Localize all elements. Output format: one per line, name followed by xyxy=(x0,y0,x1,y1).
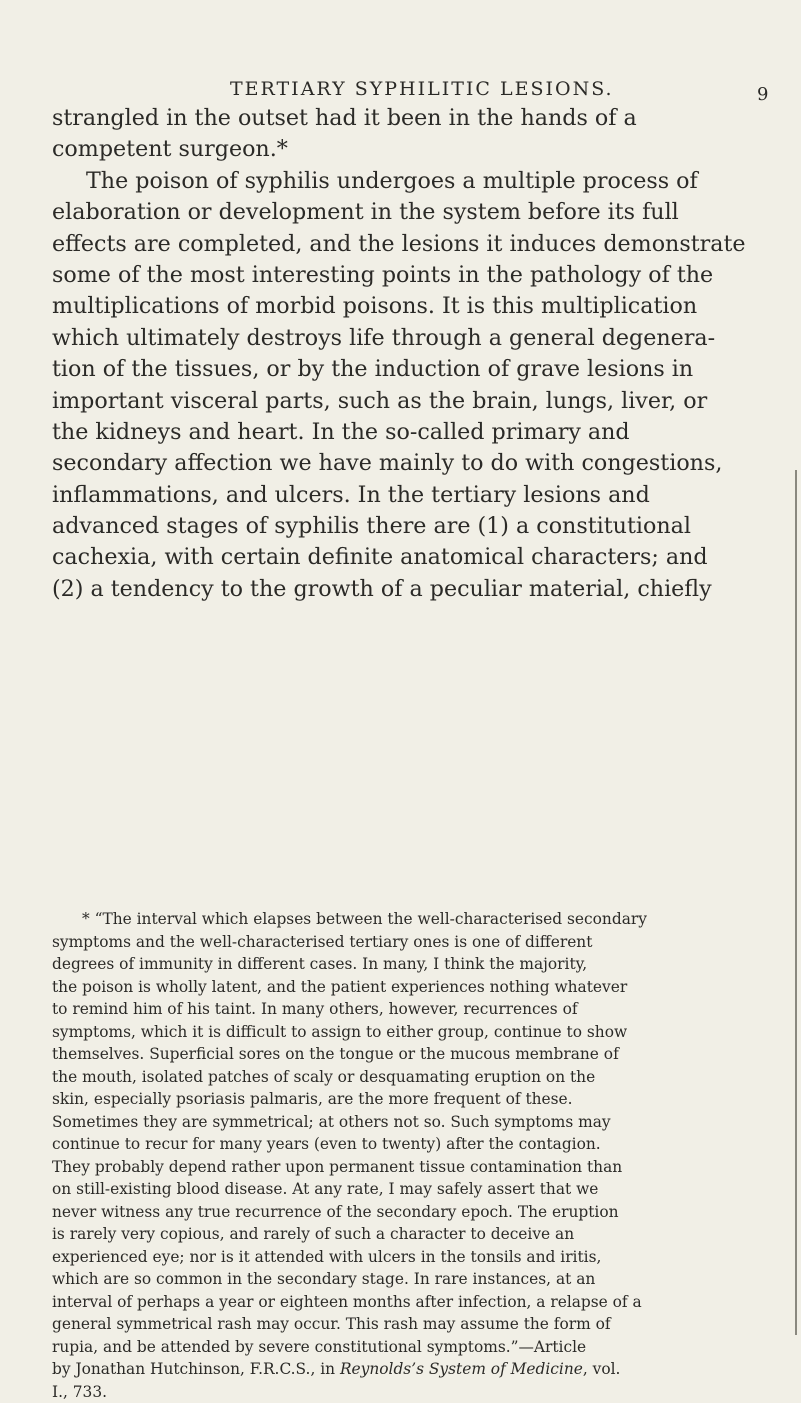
body-line: The poison of syphilis undergoes a multiple process of xyxy=(52,166,764,197)
citation-prefix: by Jonathan Hutchinson, F.R.C.S., in xyxy=(52,1360,340,1378)
footnote-line: which are so common in the secondary stage. In rare instances, at an xyxy=(52,1268,764,1291)
footnote-citation-line xyxy=(52,1358,764,1381)
footnote-line: continue to recur for many years (even to twenty) after the contagion. xyxy=(52,1133,764,1156)
body-line: cachexia, with certain definite anatomical characters; and xyxy=(52,542,764,573)
footnote-line: Sometimes they are symmetrical; at others not so. Such symptoms may xyxy=(52,1111,764,1134)
footnote-line: * “The interval which elapses between the well-characterised secondary xyxy=(52,908,764,931)
body-line: multiplications of morbid poisons. It is this multiplication xyxy=(52,291,764,322)
footnote-line: skin, especially psoriasis palmaris, are the more frequent of these. xyxy=(52,1088,764,1111)
footnote-line: I., 733. xyxy=(52,1381,764,1403)
body-line: important visceral parts, such as the brain, lungs, liver, or xyxy=(52,386,764,417)
citation-work-title: Reynolds’s System of Medicine xyxy=(340,1360,583,1378)
body-line: which ultimately destroys life through a general degenera- xyxy=(52,323,764,354)
body-line: secondary affection we have mainly to do with congestions, xyxy=(52,448,764,479)
footnote-line: symptoms, which it is difficult to assign to either group, continue to show xyxy=(52,1021,764,1044)
footnote-line: the mouth, isolated patches of scaly or desquamating eruption on the xyxy=(52,1066,764,1089)
body-line: advanced stages of syphilis there are (1) a constitutional xyxy=(52,511,764,542)
body-line: effects are completed, and the lesions it induces demonstrate xyxy=(52,229,764,260)
footnote-line: on still-existing blood disease. At any rate, I may safely assert that we xyxy=(52,1178,764,1201)
footnote-line: is rarely very copious, and rarely of such a character to deceive an xyxy=(52,1223,764,1246)
body-line: elaboration or development in the system before its full xyxy=(52,197,764,228)
footnote-line: symptoms and the well-characterised tertiary ones is one of different xyxy=(52,931,764,954)
footnote-line: general symmetrical rash may occur. This rash may assume the form of xyxy=(52,1313,764,1336)
page-number: 9 xyxy=(757,84,768,105)
body-line: tion of the tissues, or by the induction of grave lesions in xyxy=(52,354,764,385)
footnote-line: interval of perhaps a year or eighteen months after infection, a relapse of a xyxy=(52,1291,764,1314)
footnote-line: degrees of immunity in different cases. In many, I think the majority, xyxy=(52,953,764,976)
footnote-line: the poison is wholly latent, and the patient experiences nothing whatever xyxy=(52,976,764,999)
citation-suffix: , vol. xyxy=(583,1360,621,1378)
footnote-line: They probably depend rather upon permanent tissue contamination than xyxy=(52,1156,764,1179)
footnote-line: never witness any true recurrence of the secondary epoch. The eruption xyxy=(52,1201,764,1224)
main-body-text xyxy=(52,103,764,605)
footnote-line: experienced eye; nor is it attended with ulcers in the tonsils and iritis, xyxy=(52,1246,764,1269)
running-title: TERTIARY SYPHILITIC LESIONS. xyxy=(230,78,614,100)
body-line: competent surgeon.* xyxy=(52,134,764,165)
body-line: the kidneys and heart. In the so-called primary and xyxy=(52,417,764,448)
body-line: some of the most interesting points in the pathology of the xyxy=(52,260,764,291)
body-line: strangled in the outset had it been in the hands of a xyxy=(52,103,764,134)
page-edge-shadow xyxy=(795,470,797,1335)
footnote-line: rupia, and be attended by severe constitutional symptoms.”—Article xyxy=(52,1336,764,1359)
body-line: (2) a tendency to the growth of a peculiar material, chiefly xyxy=(52,574,764,605)
footnote-line: to remind him of his taint. In many others, however, recurrences of xyxy=(52,998,764,1021)
body-line: inflammations, and ulcers. In the tertiary lesions and xyxy=(52,480,764,511)
footnote-line: themselves. Superficial sores on the tongue or the mucous membrane of xyxy=(52,1043,764,1066)
footnote xyxy=(52,908,764,1403)
